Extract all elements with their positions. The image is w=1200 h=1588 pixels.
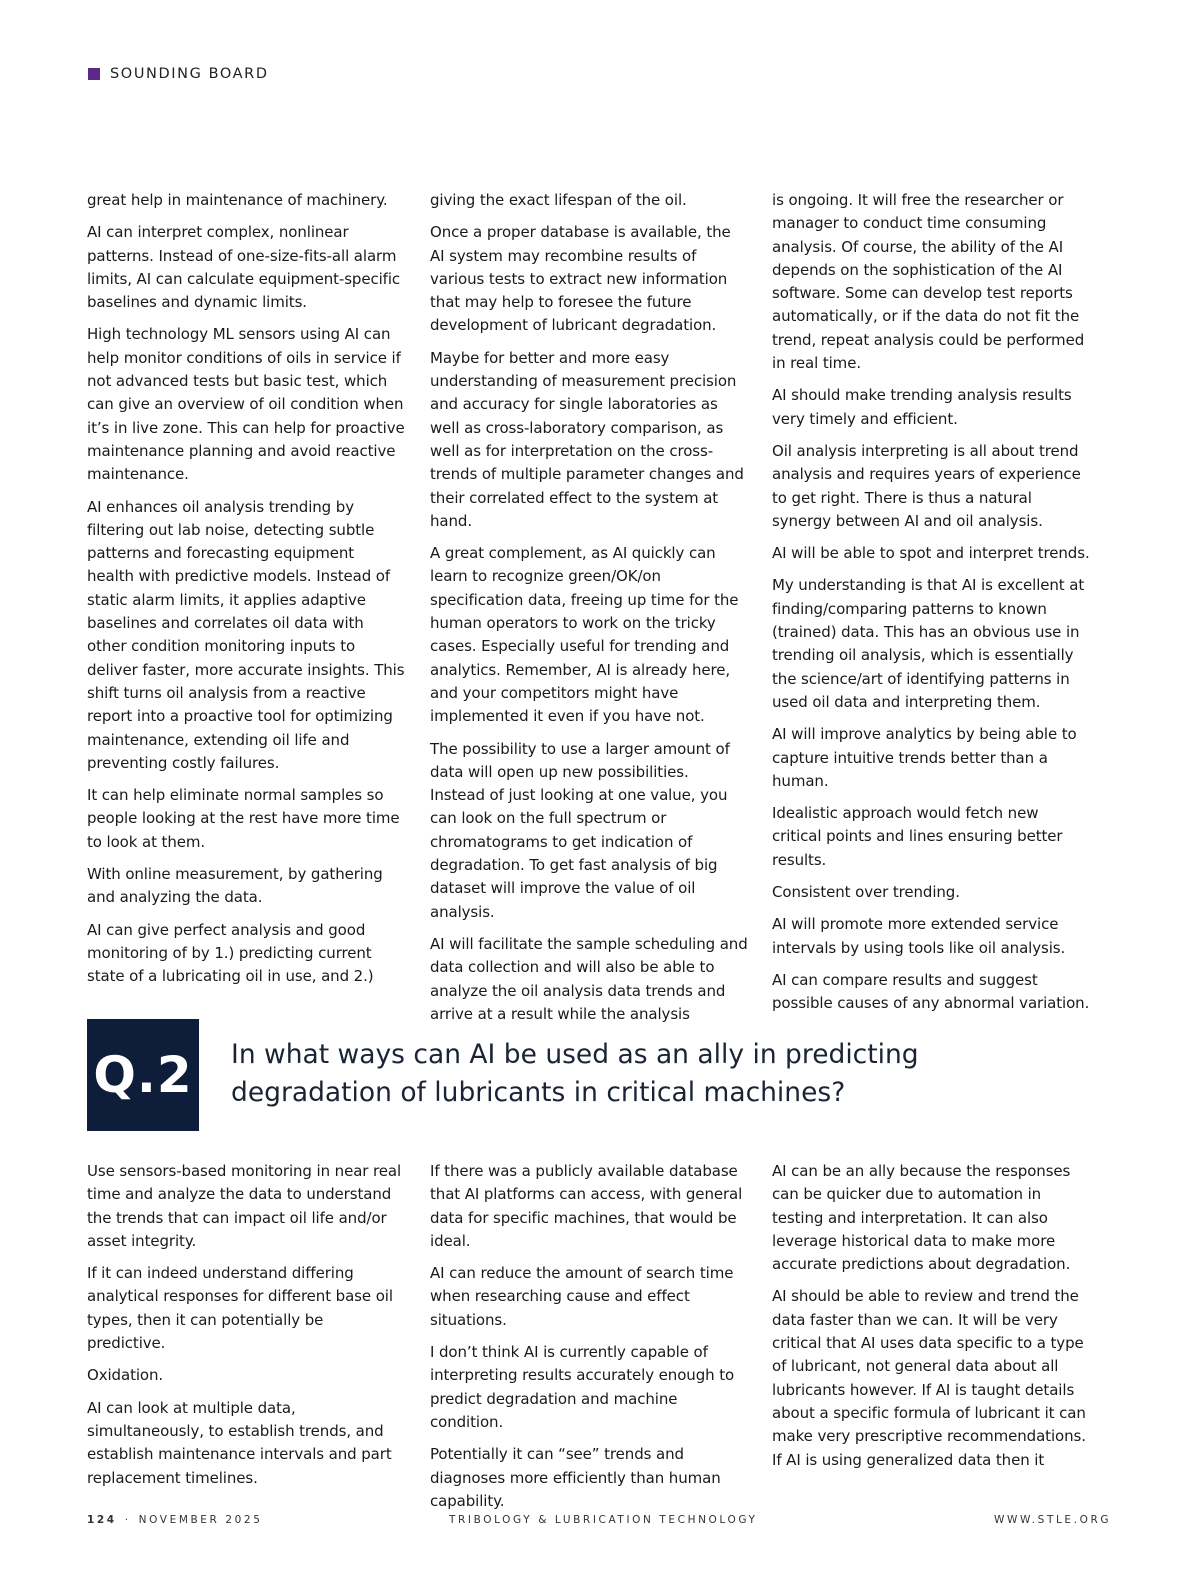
paragraph: If it can indeed understand differing analytical responses for different base oil types, then it can potentially be predictive. [87,1264,393,1353]
footer-separator: · [124,1514,131,1526]
paragraph: great help in maintenance of machinery. [87,191,388,209]
paragraph: AI can interpret complex, nonlinear patterns. Instead of one-size-fits-all alarm limits, AI can calculate equipment-specific baselines and dynamic limits. [87,223,401,312]
paragraph: AI can give perfect analysis and good monitoring of by 1.) predicting current state of a lubricating oil in use, and 2.) [87,920,374,986]
paragraph: AI can reduce the amount of search time when researching cause and effect situations. [430,1264,734,1329]
top-column-2 [430,189,748,1035]
bottom-column-3 [772,1160,1090,1481]
publication-name: TRIBOLOGY & LUBRICATION TECHNOLOGY [449,1514,758,1526]
question-heading: In what ways can AI be used as an ally in predicting degradation of lubricants in critical machines? [231,1039,919,1108]
paragraph: AI can be an ally because the responses can be quicker due to automation in testing and interpretation. It can also leverage historical data to make more accurate predictions about degradation. [772,1162,1071,1274]
paragraph: AI will be able to spot and interpret trends. [772,544,1090,563]
paragraph: I don’t think AI is currently capable of interpreting results accurately enough to predict degradation and machine condition. [430,1343,735,1431]
paragraph: AI can compare results and suggest possible causes of any abnormal variation. [772,970,1090,1013]
top-column-1 [87,189,405,998]
paragraph: is ongoing. It will free the researcher or manager to conduct time consuming analysis. Of course, the ability of the AI depends on the sophistication of the AI software. Some can develop test reports automatically, or if the data do not fit the trend, repeat analysis could be performed in real time. [772,191,1085,373]
bottom-column-2 [430,1160,748,1522]
paragraph: Consistent over trending. [772,883,960,902]
question-number-box: Q.2 [87,1019,199,1131]
paragraph: Once a proper database is available, the AI system may recombine results of various tests to extract new information that may help to foresee the future development of lubricant degradation. [430,223,731,335]
footer-page-info [87,1514,262,1526]
paragraph: AI will improve analytics by being able to capture intuitive trends better than a human. [772,725,1077,790]
paragraph: With online measurement, by gathering and analyzing the data. [87,865,383,907]
paragraph: AI can look at multiple data, simultaneously, to establish trends, and establish maintenance intervals and part replacement timelines. [87,1398,392,1487]
paragraph: The possibility to use a larger amount of data will open up new possibilities. Instead of just looking at one value, you can look on the full spectrum or chromatograms to get indication of degradation. To get fast analysis of big dataset will improve the value of oil analysis. [430,739,730,921]
paragraph: High technology ML sensors using AI can help monitor conditions of oils in service if not advanced tests but basic test, which can give an overview of oil condition when it’s in live zone. This can help for proactive maintenance planning and avoid reactive maintenance. [87,325,405,484]
paragraph: Oil analysis interpreting is all about trend analysis and requires years of experience to get right. There is thus a natural synergy between AI and oil analysis. [772,441,1081,530]
page-number: 124 [87,1514,117,1526]
paragraph: AI enhances oil analysis trending by filtering out lab noise, detecting subtle patterns and forecasting equipment health with predictive models. Instead of static alarm limits, it applies adaptive baselines and correlates oil data with other condition monitoring inputs to deliver faster, more accurate insights. This shift turns oil analysis from a reactive report into a proactive tool for optimizing maintenance, extending oil life and preventing costly failures. [87,497,405,772]
paragraph: Use sensors-based monitoring in near real time and analyze the data to understand the trends that can impact oil life and/or asset integrity. [87,1162,402,1250]
paragraph: Potentially it can “see” trends and diagnoses more efficiently than human capability. [430,1445,721,1510]
paragraph: Maybe for better and more easy understanding of measurement precision and accuracy for single laboratories as well as cross-laboratory comparison, as well as for interpretation on the cross-trends of multiple parameter changes and their correlated effect to the system at hand. [430,348,744,530]
section-tag [88,66,269,82]
paragraph: giving the exact lifespan of the oil. [430,191,687,209]
paragraph: AI will promote more extended service intervals by using tools like oil analysis. [772,915,1066,957]
paragraph: It can help eliminate normal samples so people looking at the rest have more time to look at them. [87,786,400,851]
bottom-column-1 [87,1160,405,1499]
paragraph: AI will facilitate the sample scheduling and data collection and will also be able to analyze the oil analysis data trends and arrive at a result while the analysis [430,934,748,1023]
section-label: SOUNDING BOARD [110,66,269,82]
paragraph: AI should make trending analysis results very timely and efficient. [772,386,1072,428]
paragraph: A great complement, as AI quickly can learn to recognize green/OK/on specification data, freeing up time for the human operators to work on the tricky cases. Especially useful for trending and analytics. Remember, AI is already here, and your competitors might have implemented it even if you have not. [430,544,739,726]
paragraph: My understanding is that AI is excellent at finding/comparing patterns to known (trained) data. This has an obvious use in trending oil analysis, which is essentially the science/art of identifying patterns in used oil data and interpreting them. [772,576,1085,711]
website-link[interactable]: WWW.STLE.ORG [994,1514,1112,1526]
top-column-3 [772,189,1090,1025]
paragraph: Oxidation. [87,1366,164,1385]
paragraph: If there was a publicly available database that AI platforms can access, with general data for specific machines, that would be ideal. [430,1162,743,1250]
square-bullet-icon [88,68,100,80]
paragraph: AI should be able to review and trend the data faster than we can. It will be very critical that AI uses data specific to a type of lubricant, not general data about all lubricants however. If AI is taught details about a specific formula of lubricant it can make very prescriptive recommendations. If AI is using generalized data then it [772,1287,1086,1469]
issue-date: NOVEMBER 2025 [138,1514,263,1526]
paragraph: Idealistic approach would fetch new critical points and lines ensuring better results. [772,804,1063,869]
